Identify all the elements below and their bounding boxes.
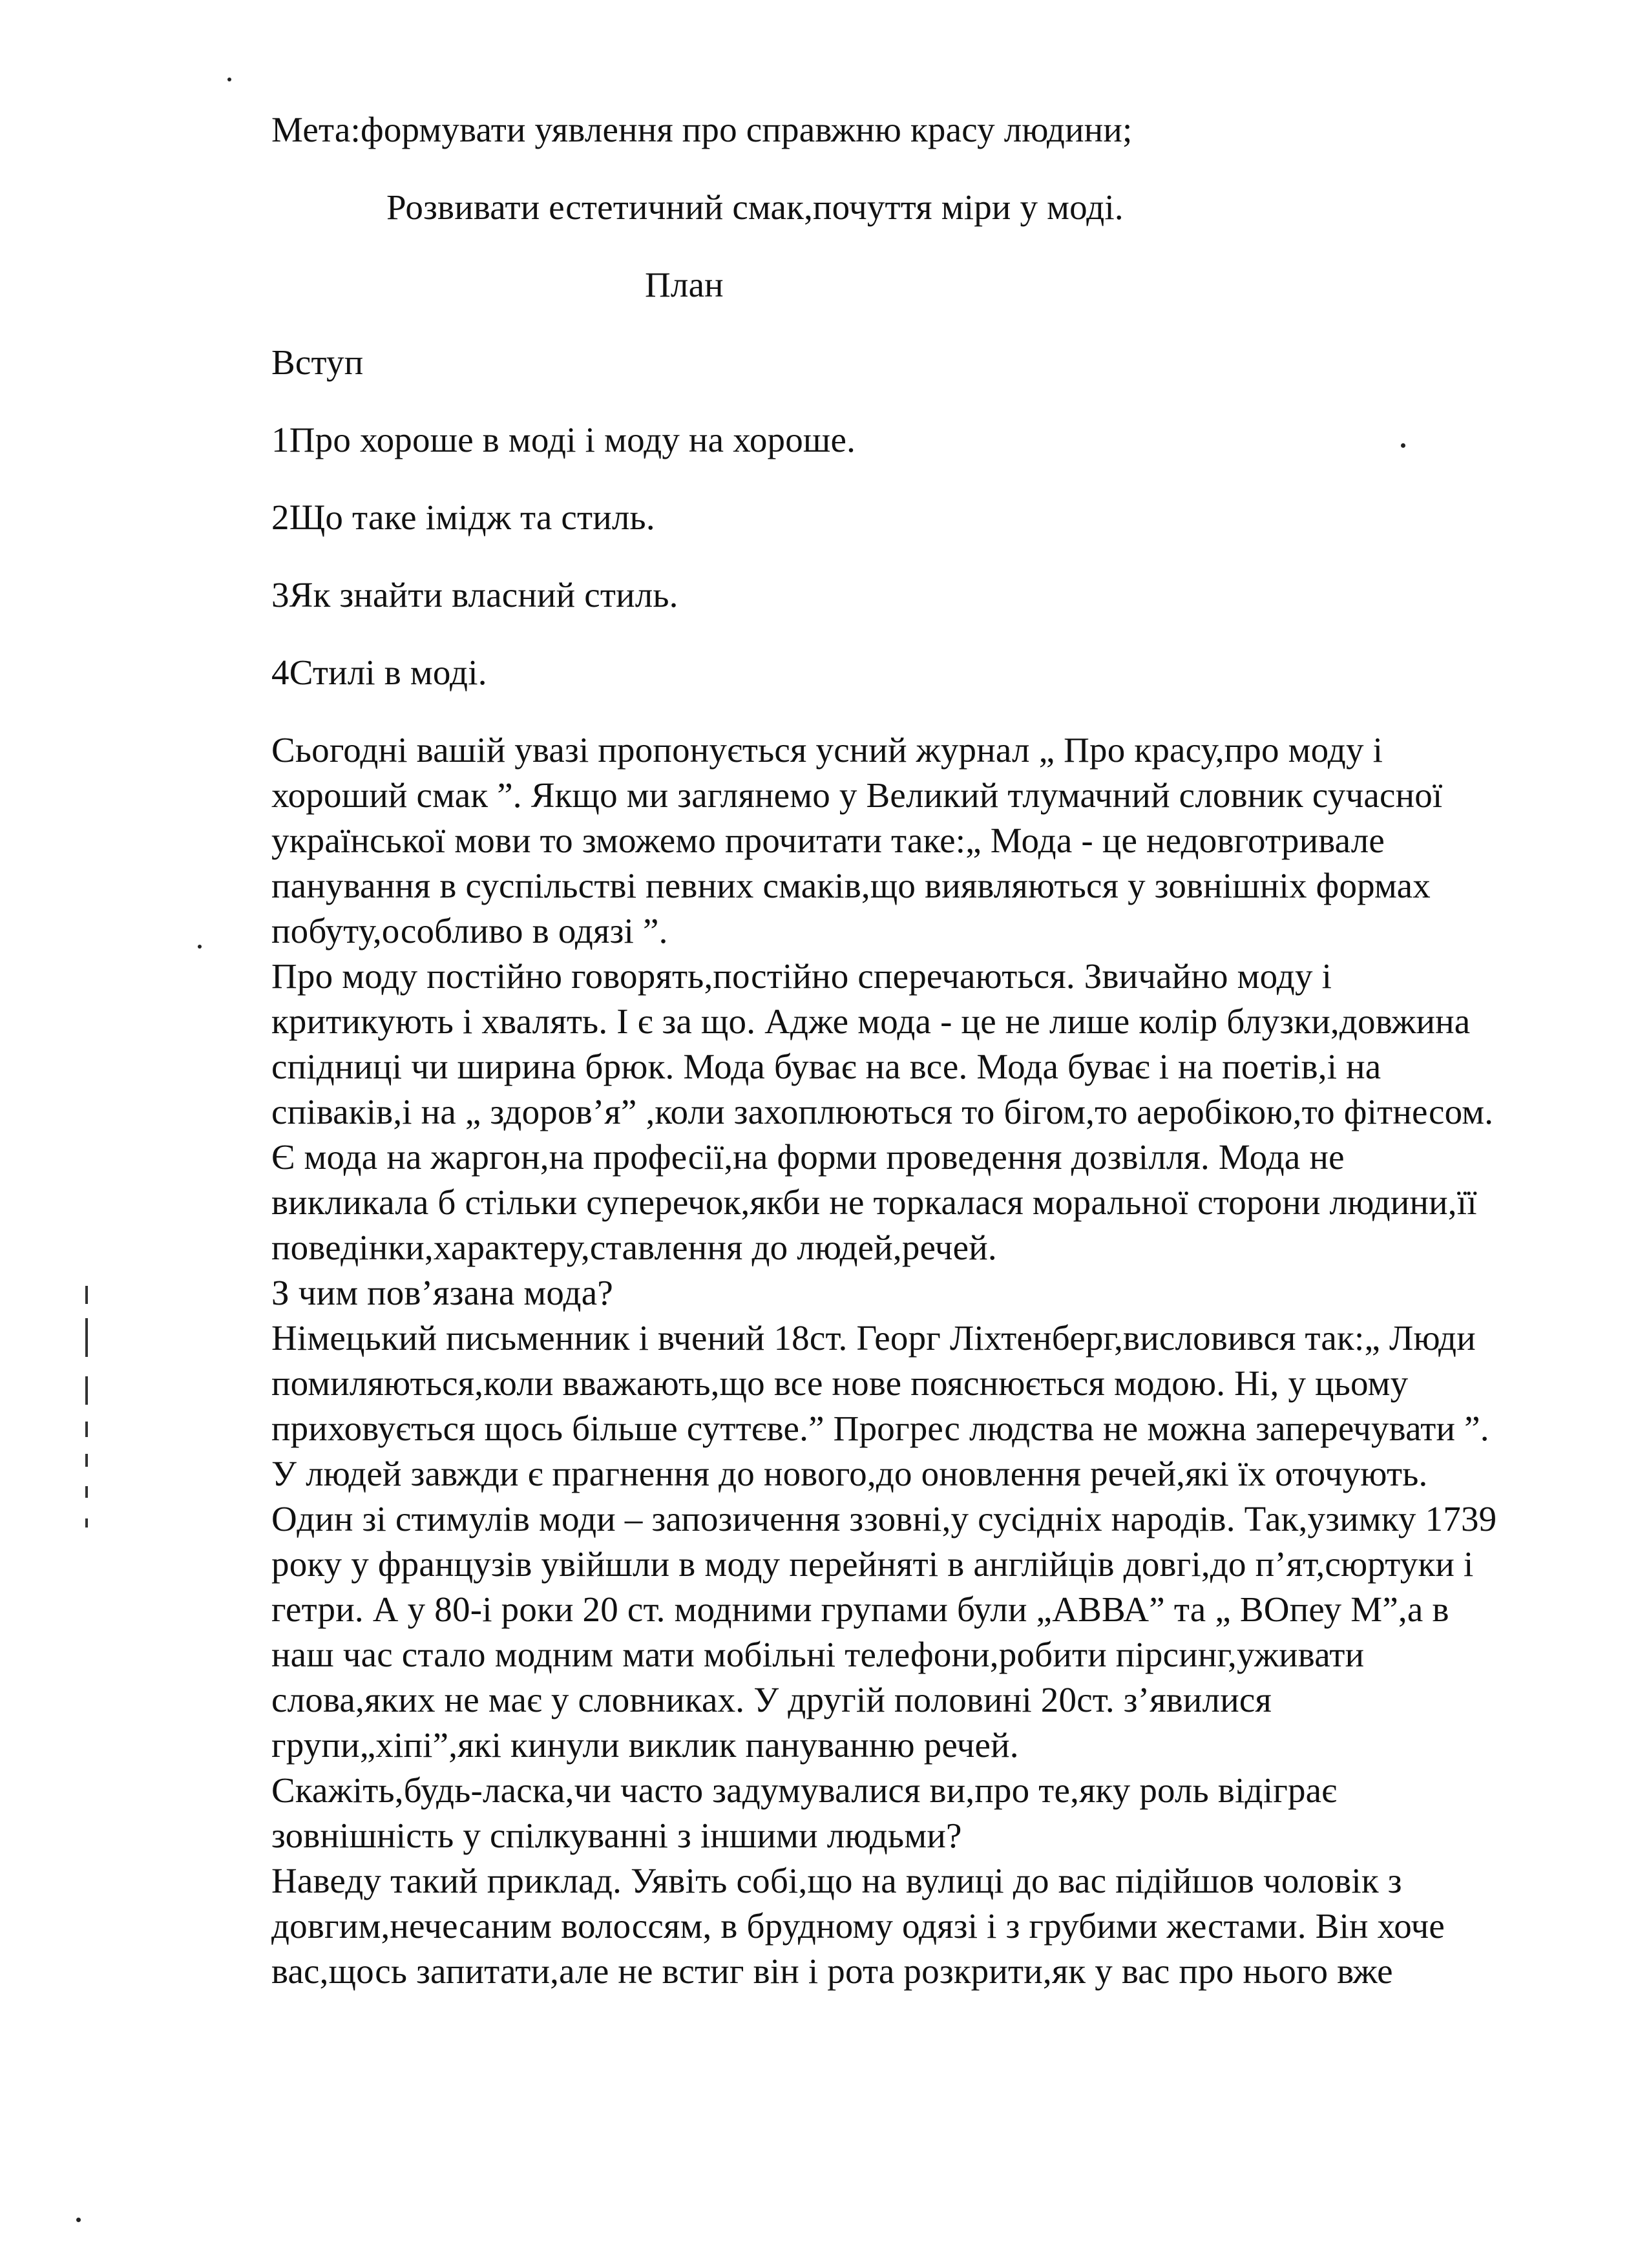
body-line-8: спідниці чи ширина брюк. Мода буває на все. Мода буває і на поетів,і на: [271, 1047, 1381, 1086]
body-line-22: слова,яких не має у словниках. У другій половині 20ст. з’явилися: [271, 1680, 1272, 1719]
body-line-9: співаків,і на „ здоров’я” ,коли захоплюються то бігом,то аеробікою,то фітнесом.: [271, 1092, 1494, 1131]
body-line-3: української мови то зможемо прочитати таке:„ Мода - це недовготривале: [271, 821, 1385, 860]
plan-item-1: 1Про хороше в моді і моду на хороше.: [271, 420, 856, 459]
body-line-11: викликала б стільки суперечок,якби не торкалася моральної сторони людини,її: [271, 1182, 1477, 1222]
scan-speck: [76, 2218, 81, 2222]
plan-item-2: 2Що таке імідж та стиль.: [271, 498, 655, 537]
plan-item-4: 4Стилі в моді.: [271, 653, 487, 692]
body-line-21: наш час стало модним мати мобільні телефони,робити пірсинг,уживати: [271, 1635, 1365, 1674]
body-line-24: Скажіть,будь-ласка,чи часто задумувалися ви,про те,яку роль відіграє: [271, 1770, 1338, 1810]
body-line-4: панування в суспільстві певних смаків,що виявляються у зовнішніх формах: [271, 866, 1431, 905]
body-line-23: групи„хіпі”,які кинули виклик пануванню речей.: [271, 1725, 1019, 1765]
scan-edge-mark: [85, 1318, 88, 1357]
body-line-13: З чим пов’язана мода?: [271, 1273, 613, 1312]
body-line-14: Німецький письменник і вчений 18ст. Георг Ліхтенберг,висловився так:„ Люди: [271, 1318, 1476, 1358]
plan-intro: Вступ: [271, 342, 364, 382]
scan-edge-mark: [85, 1454, 88, 1467]
body-line-5: побуту,особливо в одязі ”.: [271, 911, 668, 950]
body-line-10: Є мода на жаргон,на професії,на форми проведення дозвілля. Мода не: [271, 1137, 1345, 1177]
body-line-6: Про моду постійно говорять,постійно сперечаються. Звичайно моду і: [271, 956, 1332, 996]
body-line-26: Наведу такий приклад. Уявіть собі,що на вулиці до вас підійшов чоловік з: [271, 1861, 1402, 1900]
scan-speck: [1401, 443, 1405, 448]
scan-edge-mark: [85, 1486, 88, 1498]
goal-line-1: Мета:формувати уявлення про справжню красу людини;: [271, 110, 1133, 149]
scan-edge-mark: [85, 1518, 88, 1528]
body-line-25: зовнішність у спілкуванні з іншими людьми?: [271, 1816, 962, 1855]
body-line-12: поведінки,характеру,ставлення до людей,речей.: [271, 1228, 997, 1267]
body-line-19: року у французів увійшли в моду перейняті в англійців довгі,до п’ят,сюртуки і: [271, 1544, 1474, 1584]
plan-item-3: 3Як знайти власний стиль.: [271, 575, 678, 614]
body-line-20: гетри. А у 80-і роки 20 ст. модними групами були „АВВА” та „ ВОпеу М”,а в: [271, 1590, 1449, 1629]
plan-title: План: [645, 265, 724, 304]
body-line-7: критикують і хвалять. І є за що. Адже мода - це не лише колір блузки,довжина: [271, 1002, 1471, 1041]
body-line-1: Сьогодні вашій увазі пропонується усний журнал „ Про красу,про моду і: [271, 730, 1383, 770]
body-line-16: приховується щось більше суттєве.” Прогрес людства не можна заперечувати ”.: [271, 1409, 1489, 1448]
scan-speck: [198, 945, 202, 949]
body-line-17: У людей завжди є прагнення до нового,до оновлення речей,які їх оточують.: [271, 1454, 1428, 1493]
goal-line-2: Розвивати естетичний смак,почуття міри у моді.: [386, 187, 1124, 227]
scan-edge-mark: [85, 1286, 88, 1304]
body-line-15: помиляються,коли вважають,що все нове пояснюється модою. Ні, у цьому: [271, 1363, 1409, 1403]
scan-speck: [227, 78, 231, 81]
body-line-28: вас,щось запитати,але не встиг він і рота розкрити,як у вас про нього вже: [271, 1951, 1393, 1991]
body-line-18: Один зі стимулів моди – запозичення ззовні,у сусідніх народів. Так,узимку 1739: [271, 1499, 1497, 1538]
body-line-27: довгим,нечесаним волоссям, в брудному одязі і з грубими жестами. Він хоче: [271, 1906, 1445, 1946]
scan-edge-mark: [85, 1376, 88, 1405]
scan-edge-mark: [85, 1422, 88, 1437]
body-line-2: хороший смак ”. Якщо ми заглянемо у Великий тлумачний словник сучасної: [271, 775, 1443, 815]
